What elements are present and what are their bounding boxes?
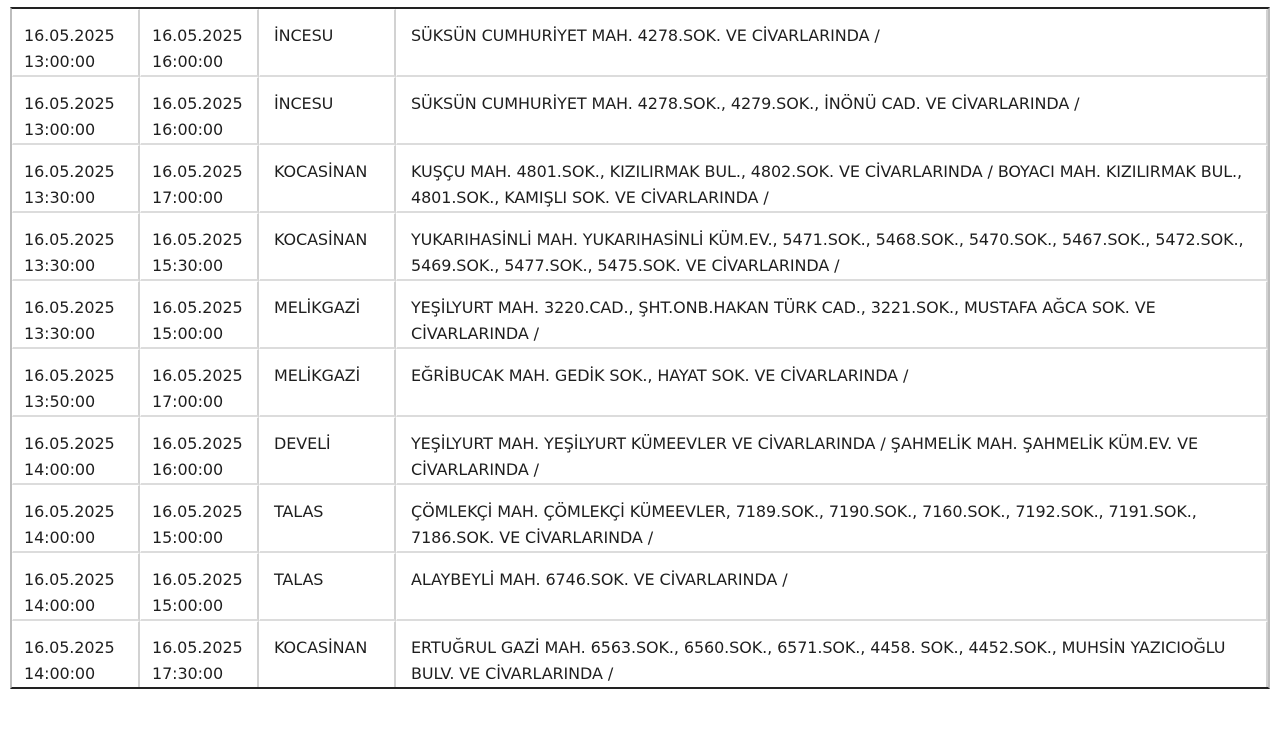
- district-cell: KOCASİNAN: [259, 145, 396, 213]
- start-date: 16.05.2025: [24, 230, 115, 249]
- start-date: 16.05.2025: [24, 366, 115, 385]
- table-body: [12, 9, 1268, 687]
- start-date: 16.05.2025: [24, 570, 115, 589]
- start-date: 16.05.2025: [24, 94, 115, 113]
- start-time: 13:30:00: [24, 324, 96, 343]
- end-date: 16.05.2025: [152, 570, 243, 589]
- start-date: 16.05.2025: [24, 502, 115, 521]
- start-cell: [12, 621, 140, 687]
- end-cell: [140, 553, 259, 621]
- description-cell: YUKARIHASİNLİ MAH. YUKARIHASİNLİ KÜM.EV., 5471.SOK., 5468.SOK., 5470.SOK., 5467.SOK., 5472.SOK., 5469.SOK., 5477.SOK., 5475.SOK. VE CİVARLARINDA /: [396, 213, 1268, 281]
- description-cell: ERTUĞRUL GAZİ MAH. 6563.SOK., 6560.SOK., 6571.SOK., 4458. SOK., 4452.SOK., MUHSİN YAZICIOĞLU BULV. VE CİVARLARINDA /: [396, 621, 1268, 687]
- start-cell: [12, 417, 140, 485]
- start-time: 13:30:00: [24, 188, 96, 207]
- end-cell: [140, 9, 259, 77]
- end-cell: [140, 281, 259, 349]
- end-date: 16.05.2025: [152, 502, 243, 521]
- end-date: 16.05.2025: [152, 366, 243, 385]
- description-cell: ALAYBEYLİ MAH. 6746.SOK. VE CİVARLARINDA /: [396, 553, 1268, 621]
- end-cell: [140, 213, 259, 281]
- end-time: 15:00:00: [152, 324, 224, 343]
- end-time: 16:00:00: [152, 120, 224, 139]
- table-row: [12, 553, 1268, 621]
- start-date: 16.05.2025: [24, 434, 115, 453]
- description-cell: YEŞİLYURT MAH. 3220.CAD., ŞHT.ONB.HAKAN TÜRK CAD., 3221.SOK., MUSTAFA AĞCA SOK. VE CİVARLARINDA /: [396, 281, 1268, 349]
- end-time: 17:00:00: [152, 392, 224, 411]
- district-cell: KOCASİNAN: [259, 213, 396, 281]
- description-cell: EĞRİBUCAK MAH. GEDİK SOK., HAYAT SOK. VE CİVARLARINDA /: [396, 349, 1268, 417]
- description-cell: ÇÖMLEKÇİ MAH. ÇÖMLEKÇİ KÜMEEVLER, 7189.SOK., 7190.SOK., 7160.SOK., 7192.SOK., 7191.SOK., 7186.SOK. VE CİVARLARINDA /: [396, 485, 1268, 553]
- district-cell: MELİKGAZİ: [259, 349, 396, 417]
- start-date: 16.05.2025: [24, 162, 115, 181]
- end-date: 16.05.2025: [152, 230, 243, 249]
- district-cell: MELİKGAZİ: [259, 281, 396, 349]
- table-row: [12, 281, 1268, 349]
- district-cell: İNCESU: [259, 9, 396, 77]
- end-time: 15:00:00: [152, 528, 224, 547]
- table-row: [12, 417, 1268, 485]
- end-date: 16.05.2025: [152, 94, 243, 113]
- end-cell: [140, 77, 259, 145]
- district-cell: DEVELİ: [259, 417, 396, 485]
- start-cell: [12, 485, 140, 553]
- table-row: [12, 485, 1268, 553]
- district-cell: TALAS: [259, 485, 396, 553]
- start-time: 14:00:00: [24, 596, 96, 615]
- table-row: [12, 77, 1268, 145]
- start-cell: [12, 9, 140, 77]
- table-row: [12, 349, 1268, 417]
- start-cell: [12, 145, 140, 213]
- end-date: 16.05.2025: [152, 638, 243, 657]
- end-time: 16:00:00: [152, 460, 224, 479]
- district-cell: TALAS: [259, 553, 396, 621]
- table-row: [12, 9, 1268, 77]
- start-cell: [12, 553, 140, 621]
- end-time: 16:00:00: [152, 52, 224, 71]
- start-time: 13:00:00: [24, 120, 96, 139]
- table-row: [12, 621, 1268, 687]
- start-time: 14:00:00: [24, 664, 96, 683]
- start-time: 13:00:00: [24, 52, 96, 71]
- description-cell: SÜKSÜN CUMHURİYET MAH. 4278.SOK. VE CİVARLARINDA /: [396, 9, 1268, 77]
- start-time: 14:00:00: [24, 460, 96, 479]
- end-time: 15:30:00: [152, 256, 224, 275]
- start-time: 14:00:00: [24, 528, 96, 547]
- description-cell: YEŞİLYURT MAH. YEŞİLYURT KÜMEEVLER VE CİVARLARINDA / ŞAHMELİK MAH. ŞAHMELİK KÜM.EV. VE CİVARLARINDA /: [396, 417, 1268, 485]
- start-cell: [12, 349, 140, 417]
- table-row: [12, 145, 1268, 213]
- start-date: 16.05.2025: [24, 298, 115, 317]
- start-date: 16.05.2025: [24, 638, 115, 657]
- description-cell: SÜKSÜN CUMHURİYET MAH. 4278.SOK., 4279.SOK., İNÖNÜ CAD. VE CİVARLARINDA /: [396, 77, 1268, 145]
- start-date: 16.05.2025: [24, 26, 115, 45]
- start-time: 13:50:00: [24, 392, 96, 411]
- start-cell: [12, 213, 140, 281]
- end-cell: [140, 145, 259, 213]
- end-date: 16.05.2025: [152, 162, 243, 181]
- start-cell: [12, 77, 140, 145]
- outage-schedule-table: [10, 7, 1270, 689]
- end-time: 17:00:00: [152, 188, 224, 207]
- end-time: 17:30:00: [152, 664, 224, 683]
- end-date: 16.05.2025: [152, 434, 243, 453]
- district-cell: İNCESU: [259, 77, 396, 145]
- description-cell: KUŞÇU MAH. 4801.SOK., KIZILIRMAK BUL., 4802.SOK. VE CİVARLARINDA / BOYACI MAH. KIZILIRMAK BUL., 4801.SOK., KAMIŞLI SOK. VE CİVARLARINDA /: [396, 145, 1268, 213]
- end-cell: [140, 485, 259, 553]
- end-date: 16.05.2025: [152, 298, 243, 317]
- end-cell: [140, 349, 259, 417]
- end-date: 16.05.2025: [152, 26, 243, 45]
- start-cell: [12, 281, 140, 349]
- table-row: [12, 213, 1268, 281]
- end-cell: [140, 621, 259, 687]
- end-cell: [140, 417, 259, 485]
- start-time: 13:30:00: [24, 256, 96, 275]
- end-time: 15:00:00: [152, 596, 224, 615]
- district-cell: KOCASİNAN: [259, 621, 396, 687]
